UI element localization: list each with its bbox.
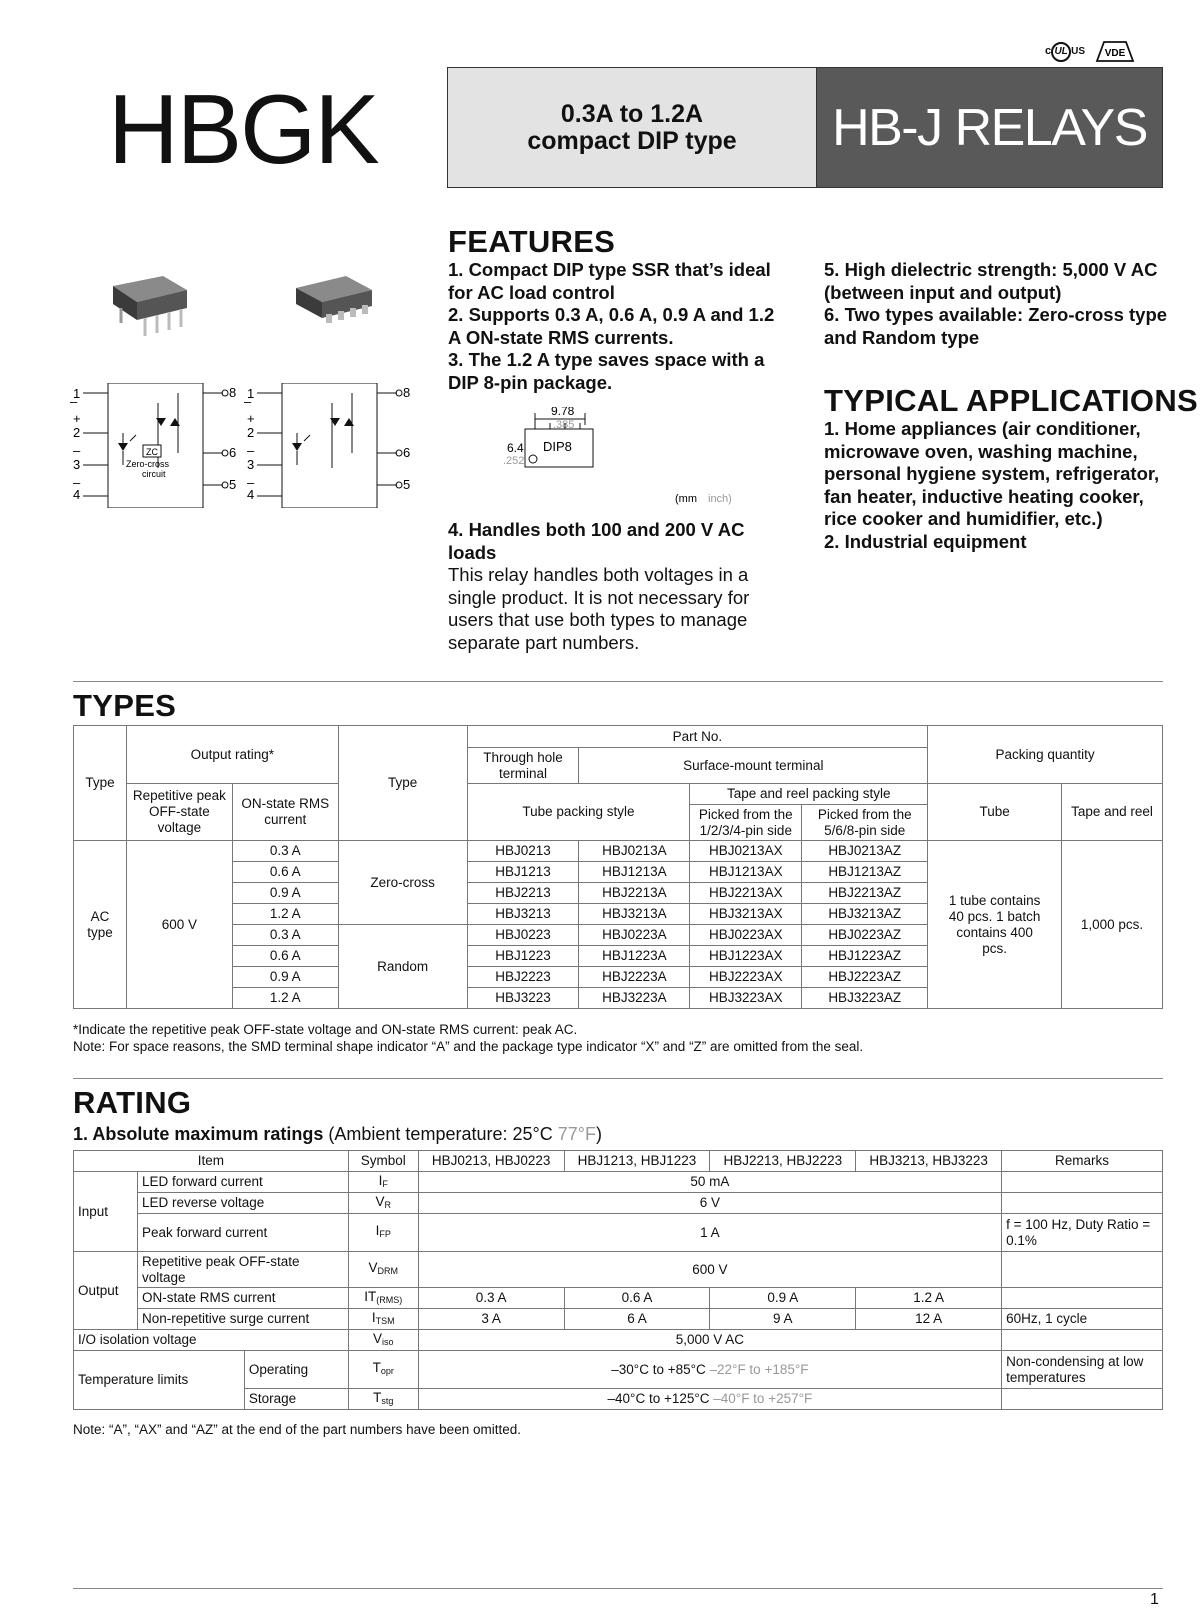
subtitle-line2: compact DIP type xyxy=(527,126,737,155)
model-title: HBGK xyxy=(108,74,378,184)
table-cell: 0.9 A xyxy=(232,967,338,988)
smd-package-image xyxy=(290,270,380,332)
ul-c: c xyxy=(1045,44,1052,57)
svg-text:circuit: circuit xyxy=(142,469,166,479)
feature-3: 3. The 1.2 A type saves space with a DIP 8-pin package. xyxy=(448,349,765,393)
val-topr: –30°C to +85°C –22°F to +185°F xyxy=(418,1351,1001,1389)
series-title: HB-J RELAYS xyxy=(817,68,1162,187)
symbol-topr: $T_{opr}$ xyxy=(348,1351,418,1389)
table-cell: HBJ0223 xyxy=(467,925,579,946)
ac-type-cell: AC type xyxy=(74,841,127,1009)
page-number: 1 xyxy=(1150,1591,1159,1608)
th-packing: Packing quantity xyxy=(928,726,1163,784)
table-cell: 0.3 A xyxy=(232,925,338,946)
val-vr: 6 V xyxy=(418,1193,1001,1214)
storage-label: Storage xyxy=(244,1389,348,1410)
th-col1: HBJ0213, HBJ0223 xyxy=(418,1151,564,1172)
types-table xyxy=(73,725,1163,1009)
table-cell: 0.6 A xyxy=(232,862,338,883)
th-rep-voltage: Repetitive peak OFF-state voltage xyxy=(126,784,232,841)
th-remarks: Remarks xyxy=(1002,1151,1163,1172)
th-pick1: Picked from the 1/2/3/4-pin side xyxy=(690,805,802,841)
rating-subtitle-text: (Ambient temperature: 25°C xyxy=(323,1124,558,1144)
th-pick2: Picked from the 5/6/8-pin side xyxy=(802,805,928,841)
ul-us: US xyxy=(1071,45,1086,57)
table-cell: HBJ3223AZ xyxy=(802,988,928,1009)
th-col4: HBJ3213, HBJ3223 xyxy=(856,1151,1002,1172)
feature-2: 2. Supports 0.3 A, 0.6 A, 0.9 A and 1.2 A ON-state RMS currents. xyxy=(448,304,775,348)
dip-package-image xyxy=(105,268,195,340)
svg-text:3: 3 xyxy=(73,457,81,472)
feature-4-title: 4. Handles both 100 and 200 V AC loads xyxy=(448,519,745,563)
led-forward-label: LED forward current xyxy=(137,1172,348,1193)
th-output-rating: Output rating* xyxy=(126,726,338,784)
svg-text:4: 4 xyxy=(247,487,255,502)
table-cell: 0.9 A xyxy=(232,883,338,904)
th-through-hole: Through hole terminal xyxy=(467,748,579,784)
svg-text:–: – xyxy=(73,443,81,458)
table-cell: HBJ3223AX xyxy=(690,988,802,1009)
table-cell: HBJ2213A xyxy=(579,883,690,904)
divider xyxy=(73,1078,1163,1079)
table-cell: HBJ1213AZ xyxy=(802,862,928,883)
th-tape: Tape and reel xyxy=(1062,784,1163,841)
remark-ifp: f = 100 Hz, Duty Ratio = 0.1% xyxy=(1002,1214,1163,1252)
rating-note: Note: “A”, “AX” and “AZ” at the end of the part numbers have been omitted. xyxy=(73,1422,521,1437)
svg-text:4: 4 xyxy=(73,487,81,502)
svg-text:.385: .385 xyxy=(553,419,575,431)
table-cell: HBJ0223A xyxy=(579,925,690,946)
svg-text:DIP8: DIP8 xyxy=(543,439,572,454)
table-cell: HBJ2223 xyxy=(467,967,579,988)
svg-text:3: 3 xyxy=(247,457,255,472)
application-1: 1. Home appliances (air conditioner, microwave oven, washing machine, personal hygiene system, refrigerator, fan heater, inductive heating cooker, rice cooker and humidifier, etc.) xyxy=(824,418,1160,529)
on-rms-label: ON-state RMS current xyxy=(137,1288,348,1309)
rating-table xyxy=(73,1150,1163,1410)
val-ifp: 1 A xyxy=(418,1214,1001,1252)
table-cell: 1.2 A xyxy=(232,988,338,1009)
feature-6: 6. Two types available: Zero-cross type and Random type xyxy=(824,304,1168,348)
val-vdrm: 600 V xyxy=(418,1252,1001,1288)
zero-cross-cell: Zero-cross xyxy=(338,841,467,925)
table-cell: 3 A xyxy=(418,1309,564,1330)
symbol-if: $I_F$ xyxy=(348,1172,418,1193)
rating-title: RATING xyxy=(73,1085,192,1120)
val-viso: 5,000 V AC xyxy=(418,1330,1001,1351)
svg-text:–: – xyxy=(247,443,255,458)
table-cell: 1.2 A xyxy=(232,904,338,925)
th-type2: Type xyxy=(338,726,467,841)
svg-text:5: 5 xyxy=(229,477,237,492)
table-cell: HBJ0223AX xyxy=(690,925,802,946)
table-cell: HBJ1213AX xyxy=(690,862,802,883)
table-cell: HBJ1223AZ xyxy=(802,946,928,967)
ul-logo-icon: UL xyxy=(1051,42,1071,62)
table-cell: HBJ1213 xyxy=(467,862,579,883)
tape-qty-cell: 1,000 pcs. xyxy=(1062,841,1163,1009)
table-cell: HBJ2213AZ xyxy=(802,883,928,904)
svg-text:1: 1 xyxy=(73,386,81,401)
table-cell: HBJ3213 xyxy=(467,904,579,925)
applications-title: TYPICAL APPLICATIONS xyxy=(824,383,1199,418)
th-onstate-current: ON-state RMS current xyxy=(232,784,338,841)
svg-text:–: – xyxy=(244,394,252,409)
voltage-cell: 600 V xyxy=(126,841,232,1009)
svg-text:8: 8 xyxy=(229,385,237,400)
table-cell: HBJ1213A xyxy=(579,862,690,883)
svg-text:.252: .252 xyxy=(503,455,525,467)
table-cell: HBJ3213AX xyxy=(690,904,802,925)
symbol-vdrm: $V_{DRM}$ xyxy=(348,1252,418,1288)
th-col3: HBJ2213, HBJ2223 xyxy=(710,1151,856,1172)
svg-text:8: 8 xyxy=(403,385,411,400)
table-cell: 0.9 A xyxy=(710,1288,856,1309)
output-group: Output xyxy=(74,1252,138,1330)
svg-text:ZC: ZC xyxy=(146,447,158,457)
remark-empty xyxy=(1002,1288,1163,1309)
features-list-left xyxy=(448,259,788,394)
tube-qty-cell: 1 tube contains 40 pcs. 1 batch contains 400 pcs. xyxy=(928,841,1062,1009)
circuit-zero-cross xyxy=(68,383,238,508)
svg-text:6: 6 xyxy=(229,445,237,460)
svg-text:–: – xyxy=(70,394,78,409)
th-item: Item xyxy=(74,1151,349,1172)
isolation-label: I/O isolation voltage xyxy=(74,1330,349,1351)
circuit-random xyxy=(242,383,412,508)
vde-icon xyxy=(1093,40,1137,62)
application-2: 2. Industrial equipment xyxy=(824,530,1027,552)
surge-label: Non-repetitive surge current xyxy=(137,1309,348,1330)
header-box xyxy=(447,67,1163,188)
th-tube-style: Tube packing style xyxy=(467,784,690,841)
symbol-it: $IT_{(RMS)}$ xyxy=(348,1288,418,1309)
table-cell: HBJ3223A xyxy=(579,988,690,1009)
table-cell: HBJ1223 xyxy=(467,946,579,967)
svg-text:–: – xyxy=(73,475,81,490)
remark-surge: 60Hz, 1 cycle xyxy=(1002,1309,1163,1330)
remark-empty xyxy=(1002,1252,1163,1288)
svg-text:+: + xyxy=(73,411,81,426)
table-cell: HBJ0223AZ xyxy=(802,925,928,946)
symbol-ifp: $I_{FP}$ xyxy=(348,1214,418,1252)
certifications xyxy=(1045,40,1137,62)
dip8-dimension-diagram xyxy=(495,407,755,507)
table-cell: 6 A xyxy=(564,1309,710,1330)
svg-text:inch): inch) xyxy=(708,493,732,505)
svg-text:2: 2 xyxy=(73,425,81,440)
svg-text:–: – xyxy=(247,475,255,490)
table-cell: HBJ2213AX xyxy=(690,883,802,904)
peak-forward-label: Peak forward current xyxy=(137,1214,348,1252)
svg-text:2: 2 xyxy=(247,425,255,440)
table-cell: HBJ1223AX xyxy=(690,946,802,967)
th-type: Type xyxy=(74,726,127,841)
features-title: FEATURES xyxy=(448,224,616,259)
table-cell: HBJ3223 xyxy=(467,988,579,1009)
footer-divider xyxy=(73,1588,1163,1589)
symbol-viso: $V_{iso}$ xyxy=(348,1330,418,1351)
types-note-2: Note: For space reasons, the SMD terminal shape indicator “A” and the package type indicator “X” and “Z” are omitted from the seal. xyxy=(73,1038,864,1054)
types-notes xyxy=(73,1022,1163,1055)
ul-mark xyxy=(1045,41,1085,62)
svg-text:Zero-cross: Zero-cross xyxy=(126,459,170,469)
feature-1: 1. Compact DIP type SSR that’s ideal for AC load control xyxy=(448,259,771,303)
rep-peak-label: Repetitive peak OFF-state voltage xyxy=(137,1252,348,1288)
table-cell: 0.3 A xyxy=(232,841,338,862)
table-cell: HBJ0213A xyxy=(579,841,690,862)
table-cell: HBJ0213AX xyxy=(690,841,802,862)
table-cell: 0.6 A xyxy=(564,1288,710,1309)
table-cell: 9 A xyxy=(710,1309,856,1330)
header-subtitle xyxy=(448,68,817,187)
th-col2: HBJ1213, HBJ1223 xyxy=(564,1151,710,1172)
val-if: 50 mA xyxy=(418,1172,1001,1193)
th-tape-style: Tape and reel packing style xyxy=(690,784,928,805)
svg-text:6.4: 6.4 xyxy=(507,441,524,455)
symbol-vr: $V_R$ xyxy=(348,1193,418,1214)
remark-empty xyxy=(1002,1193,1163,1214)
svg-text:5: 5 xyxy=(403,477,411,492)
remark-topr: Non-condensing at low temperatures xyxy=(1002,1351,1163,1389)
table-cell: HBJ2213 xyxy=(467,883,579,904)
rating-subtitle-f: 77°F xyxy=(557,1124,596,1144)
rating-subtitle xyxy=(73,1124,602,1145)
svg-text:9.78: 9.78 xyxy=(551,407,575,418)
divider xyxy=(73,681,1163,682)
th-tube: Tube xyxy=(928,784,1062,841)
table-cell: HBJ2223AZ xyxy=(802,967,928,988)
svg-text:6: 6 xyxy=(403,445,411,460)
th-part-no: Part No. xyxy=(467,726,928,748)
th-symbol: Symbol xyxy=(348,1151,418,1172)
table-cell: HBJ2223AX xyxy=(690,967,802,988)
rating-subtitle-bold: 1. Absolute maximum ratings xyxy=(73,1124,324,1144)
table-cell: HBJ1223A xyxy=(579,946,690,967)
table-cell: HBJ0213AZ xyxy=(802,841,928,862)
types-title: TYPES xyxy=(73,688,177,723)
symbol-tstg: $T_{stg}$ xyxy=(348,1389,418,1410)
table-cell: HBJ0213 xyxy=(467,841,579,862)
table-cell: 0.6 A xyxy=(232,946,338,967)
table-cell: HBJ3213A xyxy=(579,904,690,925)
table-cell: 12 A xyxy=(856,1309,1002,1330)
svg-text:1: 1 xyxy=(247,386,255,401)
symbol-itsm: $I_{TSM}$ xyxy=(348,1309,418,1330)
table-cell: HBJ3213AZ xyxy=(802,904,928,925)
subtitle-line1: 0.3A to 1.2A xyxy=(560,99,704,128)
types-note-1: *Indicate the repetitive peak OFF-state voltage and ON-state RMS current: peak AC. xyxy=(73,1022,578,1037)
remark-empty xyxy=(1002,1330,1163,1351)
remark-empty xyxy=(1002,1389,1163,1410)
input-group: Input xyxy=(74,1172,138,1252)
table-cell: 1.2 A xyxy=(856,1288,1002,1309)
applications-list xyxy=(824,418,1169,553)
svg-text:+: + xyxy=(247,411,255,426)
svg-text:VDE: VDE xyxy=(1104,48,1126,59)
temp-limits-label: Temperature limits xyxy=(74,1351,245,1410)
feature-4-body: This relay handles both voltages in a single product. It is not necessary for users that use both types to manage separate part numbers. xyxy=(448,564,750,653)
table-cell: HBJ2223A xyxy=(579,967,690,988)
led-reverse-label: LED reverse voltage xyxy=(137,1193,348,1214)
remark-empty xyxy=(1002,1172,1163,1193)
feature-5: 5. High dielectric strength: 5,000 V AC (between input and output) xyxy=(824,259,1158,303)
random-cell: Random xyxy=(338,925,467,1009)
svg-text:(mm: (mm xyxy=(675,493,697,505)
features-list-right xyxy=(824,259,1169,349)
val-tstg: –40°C to +125°C –40°F to +257°F xyxy=(418,1389,1001,1410)
feature-4 xyxy=(448,519,768,654)
operating-label: Operating xyxy=(244,1351,348,1389)
rating-subtitle-close: ) xyxy=(595,1124,602,1144)
th-smt: Surface-mount terminal xyxy=(579,748,928,784)
table-cell: 0.3 A xyxy=(418,1288,564,1309)
